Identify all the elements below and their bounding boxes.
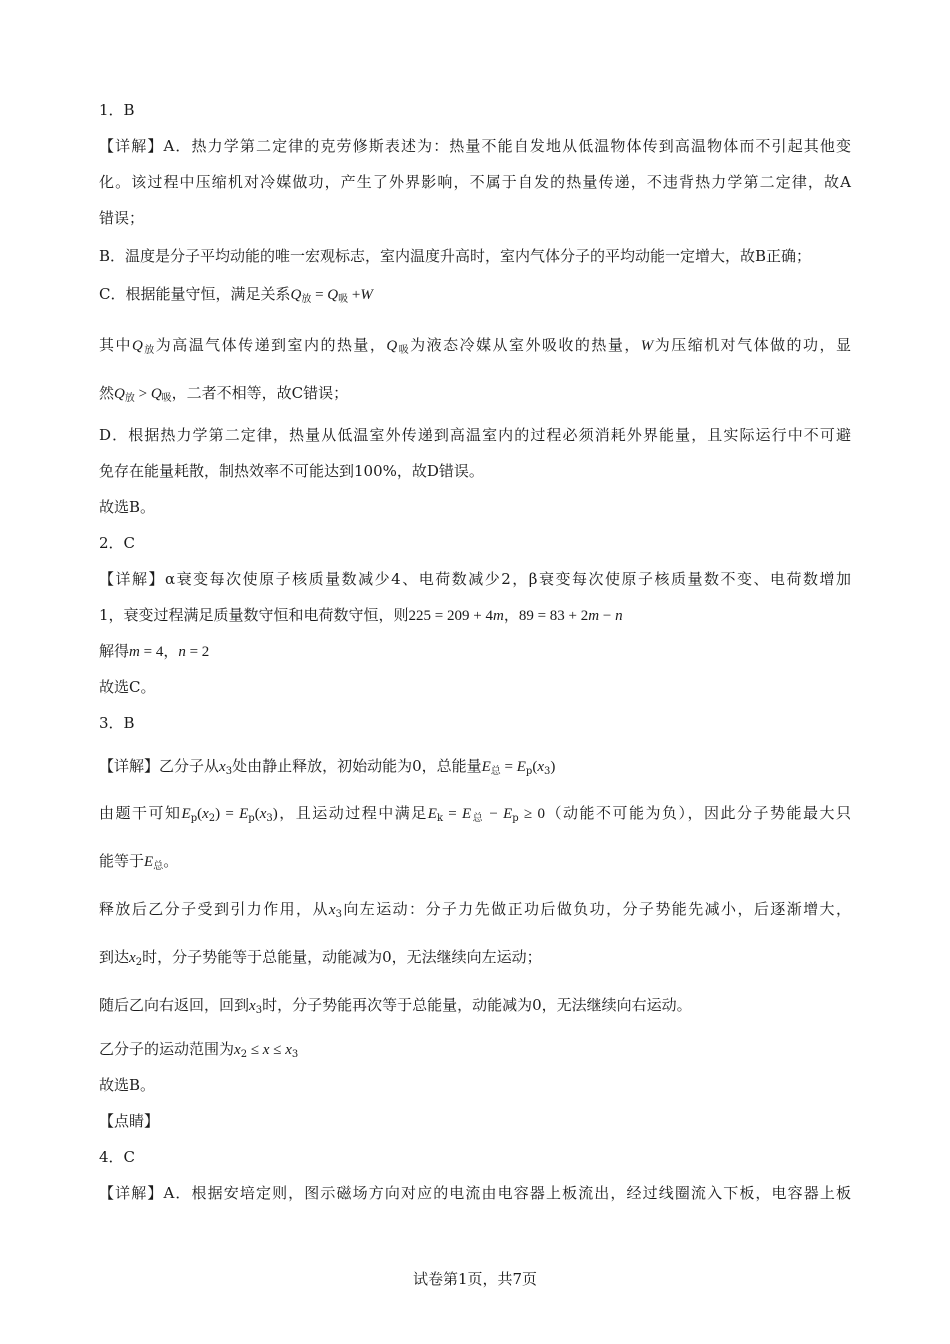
answer-3-detail-line: 到达$x_2$时，分子势能等于总能量，动能减为0，无法继续向左运动； [99, 948, 542, 968]
answer-1-option-c-explanation: 其中$Q_放$为高温气体传递到室内的热量，$Q_吸$为液态冷媒从室外吸收的热量，W为压缩机对气体做的功，显 [99, 336, 851, 356]
answer-3-remark: 【点睛】 [99, 1112, 160, 1130]
answer-3-detail-line: 释放后乙分子受到引力作用，从$x_3$向左运动：分子力先做正功后做负功，分子势能先减小，后逐渐增大， [99, 900, 851, 920]
answer-3-choice: 故选B。 [99, 1076, 156, 1094]
answer-4-heading: 4．C [99, 1148, 136, 1166]
answer-1-choice: 故选B。 [99, 498, 156, 516]
answer-1-detail-line: 【详解】A．热力学第二定律的克劳修斯表述为：热量不能自发地从低温物体传到高温物体而不引起其他变 [99, 137, 851, 155]
answer-2-choice: 故选C。 [99, 678, 156, 696]
answer-1-detail-line: 化。该过程中压缩机对冷媒做功，产生了外界影响，不属于自发的热量传递，不违背热力学第二定律，故A [99, 173, 851, 191]
answer-1-option-d: 免存在能量耗散，制热效率不可能达到100%，故D错误。 [99, 462, 484, 480]
answer-1-heading: 1．B [99, 101, 135, 119]
answer-3-heading: 3．B [99, 714, 135, 732]
answer-3-detail-line: 【详解】乙分子从$x_3$处由静止释放，初始动能为0，总能量$E_总 = E_p(x_3)$ [99, 757, 556, 777]
page-footer: 试卷第1页，共7页 [412, 1270, 538, 1288]
answer-1-option-b: B．温度是分子平均动能的唯一宏观标志，室内温度升高时，室内气体分子的平均动能一定增大，故B正确； [99, 247, 812, 265]
answer-1-option-d: D．根据热力学第二定律，热量从低温室外传递到高温室内的过程必须消耗外界能量，且实际运行中不可避 [99, 426, 851, 444]
answer-1-detail-line: 错误； [99, 209, 145, 227]
answer-2-equation-line: 1，衰变过程满足质量数守恒和电荷数守恒，则225 = 209 + 4m，89 = 83 + 2m − n [99, 606, 623, 624]
answer-2-detail-line: 【详解】α衰变每次使原子核质量数减少4、电荷数减少2，β衰变每次使原子核质量数不变、电荷数增加 [99, 570, 851, 588]
answer-4-detail-line: 【详解】A．根据安培定则，图示磁场方向对应的电流由电容器上板流出，经过线圈流入下板，电容器上板 [99, 1184, 851, 1202]
answer-3-detail-line: 能等于$E_总$。 [99, 852, 179, 872]
answer-1-option-c: C．根据能量守恒，满足关系$Q_放 = Q_吸 +W$ [99, 285, 373, 305]
answer-3-detail-line: 随后乙向右返回，回到$x_3$时，分子势能再次等于总能量，动能减为0，无法继续向右运动。 [99, 996, 692, 1016]
answer-2-solution: 解得m = 4，n = 2 [99, 642, 210, 660]
answer-2-heading: 2．C [99, 534, 136, 552]
answer-3-range: 乙分子的运动范围为$x_2 \le x \le x_3$ [99, 1040, 299, 1060]
answer-1-option-c-conclusion: 然$Q_放 > Q_吸$，二者不相等，故C错误； [99, 384, 349, 404]
answer-3-detail-line: 由题干可知$E_p(x_2) = E_p(x_3)$，且运动过程中满足$E_k = E_总 - E_p \ge 0$（动能不可能为负），因此分子势能最大只 [99, 804, 851, 824]
